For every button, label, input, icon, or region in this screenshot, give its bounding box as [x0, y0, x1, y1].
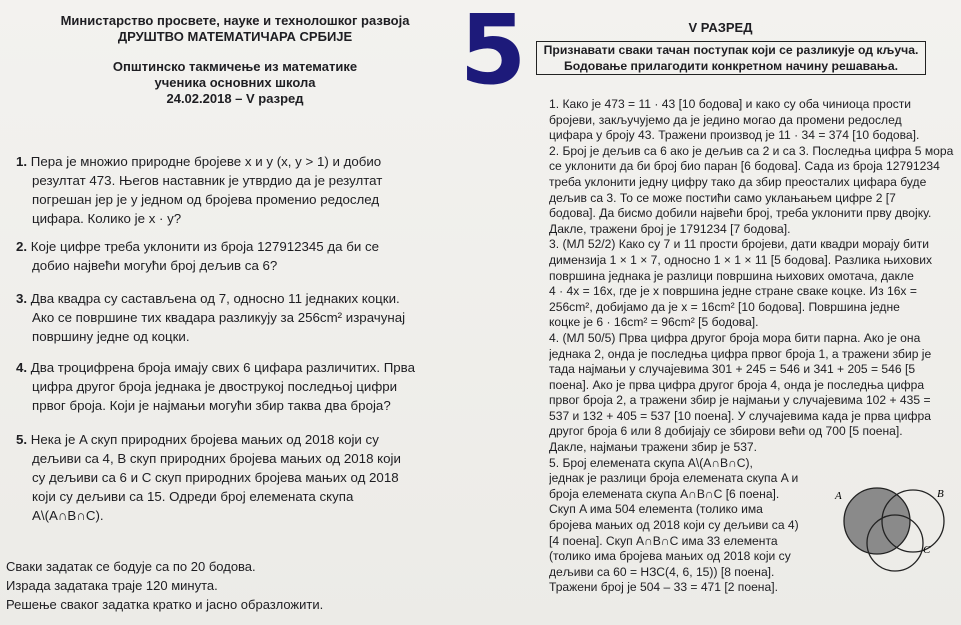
solution-line: 537 и 132 + 405 = 537 [10 поена]. У случајевима када је прва цифра [549, 408, 931, 423]
date-grade-line: 24.02.2018 – V разред [166, 91, 304, 106]
problem-line: Два квадра су састављена од 7, односно 11 једнаких коцки. [30, 291, 400, 306]
notice-line: Признавати сваки тачан поступак који се разликује од кључа. [543, 43, 919, 57]
venn-label-a: A [835, 490, 842, 502]
problem-3 [16, 289, 436, 346]
solution-line: једнак је разлици броја елемената скупа A и [549, 471, 799, 486]
solution-line: површина једнака је разлици површина њихових омотача, дакле [549, 268, 914, 283]
solution-line: димензија 1 × 1 × 7, односно 1 × 1 × 11 [5 бодова]. Разлика њихових [549, 252, 933, 267]
solution-line: Дакле, најмањи тражени збир је 537. [549, 440, 758, 455]
grade-numeral: 5 [459, 0, 527, 106]
problem-line: погрешан јер је у једном од бројева променио редослед [32, 192, 380, 207]
problem-line: Два троцифрена броја имају свих 6 цифара различитих. Прва [30, 360, 415, 375]
solution-line: дељив са 3. То се може постићи само уклањањем цифре 2 [7 [549, 190, 896, 205]
problem-line: Које цифре треба уклонити из броја 127912345 да би се [30, 239, 380, 254]
problem-line: првог броја. Који је најмањи могући збир таква два броја? [32, 398, 391, 413]
instructions-footer [6, 557, 446, 614]
instruction-line: Решење сваког задатка кратко и јасно образложити. [6, 597, 324, 612]
problem-line: добио највећи могући број дељив са 6? [32, 258, 278, 273]
solutions-title: V РАЗРЕД [688, 20, 753, 35]
solution-line: броја елемената скупа A∩B∩C [6 поена]. [549, 486, 780, 501]
solution-line: дељиви са 60 = НЗС(4, 6, 15)) [8 поена]. [549, 564, 775, 579]
instruction-line: Сваки задатак се бодује са по 20 бодова. [6, 559, 256, 574]
ministry-line: Министарство просвете, науке и технолошког развоја [60, 13, 410, 28]
solution-line: 5. Број елемената скупа A\(A∩B∩C), [549, 455, 753, 470]
solution-line: бодова]. Да бисмо добили највећи број, треба уклонити прву двојку. [549, 206, 932, 221]
solution-line: (толико има бројева мањих од 2018 који су [549, 549, 791, 564]
solution-line: 4 · 4x = 16x, где је x површина једне стране сваке коцке. Из 16x = [549, 284, 917, 299]
solution-line: тада најмањи у случајевима 301 + 245 = 546 и 341 + 205 = 546 [5 [549, 362, 916, 377]
problem-number: 5. [16, 432, 28, 447]
problem-line: су дељиви са 6 и C скуп природних бројева мањих од 2018 [32, 470, 399, 485]
solution-line: 1. Како је 473 = 11 · 43 [10 бодова] и како су оба чиниоца прости [549, 97, 912, 111]
problem-line: који су дељиви са 15. Одреди број елемената скупа [32, 489, 354, 504]
solution-line: 4. (МЛ 50/5) Прва цифра другог броја мора бити парна. Ако је она [549, 330, 921, 345]
notice-line: Бодовање прилагодити конкретном начину решавања. [564, 59, 898, 73]
problem-line: површину једне од коцки. [32, 329, 190, 344]
problem-line: цифра другог броја једнака је двострукој последњој цифри [32, 379, 398, 394]
solution-line: цифара у броју 43. Тражени производ је 11 · 34 = 374 [10 бодова]. [549, 128, 920, 143]
solution-line: се уклонити да би број био паран [6 бодова]. Сада из броја 12791234 [549, 159, 940, 174]
solution-line: поена]. Ако је прва цифра другог броја 4, онда је последња цифра [549, 377, 925, 392]
venn-circle-c [867, 515, 923, 571]
problem-line: Ако се површине тих квадара разликују за 256cm² израчунај [32, 310, 406, 325]
problem-line: A\(A∩B∩C). [32, 508, 104, 523]
problem-1 [16, 152, 436, 228]
solution-line: бројева мањих од 2018 који су дељиви са 4) [549, 518, 799, 533]
solution-line: 256cm², добијамо да је x = 16cm² [10 бодова]. Површина једне [549, 299, 900, 314]
instruction-line: Израда задатака траје 120 минута. [6, 578, 218, 593]
solution-line: првог броја 2, а тражени збир је најмањи у случајевима 102 + 435 = [549, 393, 931, 408]
problem-number: 4. [16, 360, 28, 375]
problem-5 [16, 430, 436, 525]
problem-line: Пера је множио природне бројеве x и y (x, y > 1) и добио [30, 154, 382, 169]
grading-notice-box [536, 41, 926, 75]
society-line: ДРУШТВО МАТЕМАТИЧАРА СРБИЈЕ [117, 29, 353, 44]
solution-line: Тражени број је 504 – 33 = 471 [2 поена]. [549, 580, 778, 595]
solution-line: Дакле, тражени број је 1791234 [7 бодова]. [549, 221, 791, 236]
problem-number: 1. [16, 154, 28, 169]
solution-line: бројеви, закључујемо да је једино могао да промени редослед [549, 112, 902, 127]
problem-number: 2. [16, 239, 28, 254]
problem-number: 3. [16, 291, 28, 306]
problem-line: резултат 473. Његов наставник је утврдио да је резултат [32, 173, 383, 188]
problem-2 [16, 237, 436, 275]
problem-line: цифара. Колико је x · y? [32, 211, 182, 226]
problem-line: дељиви са 4, B скуп природних бројева мањих од 2018 који [32, 451, 401, 466]
solution-line: коцке је 6 · 16cm² = 96cm² [5 бодова]. [549, 315, 759, 330]
solution-line: [4 поена]. Скуп A∩B∩C има 33 елемента [549, 533, 778, 548]
problems-sheet [0, 0, 470, 625]
sheet-header [0, 13, 470, 107]
solution-line: 3. (МЛ 52/2) Како су 7 и 11 прости бројеви, дати квадри морају бити [549, 237, 929, 252]
solution-line: треба уклонити једну цифру тако да збир преосталих цифара буде [549, 174, 927, 189]
competition-line: Општинско такмичење из математике [112, 59, 358, 74]
venn-label-c: C [923, 544, 931, 556]
venn-diagram [827, 483, 957, 583]
problem-4 [16, 358, 436, 415]
students-line: ученика основних школа [154, 75, 316, 90]
venn-label-b: B [937, 488, 944, 500]
solution-line: Скуп A има 504 елемента (толико има [549, 502, 763, 517]
solution-line: 2. Број је дељив са 6 ако је дељив са 2 и са 3. Последња цифра 5 мора [549, 143, 954, 158]
solution-line: једнака 2, онда је последња цифра првог броја 1, а тражени збир је [549, 346, 932, 361]
problem-line: Нека је A скуп природних бројева мањих од 2018 који су [30, 432, 379, 447]
solution-line: другог броја 6 или 8 добијају се збирови већи од 700 [5 поена]. [549, 424, 903, 439]
